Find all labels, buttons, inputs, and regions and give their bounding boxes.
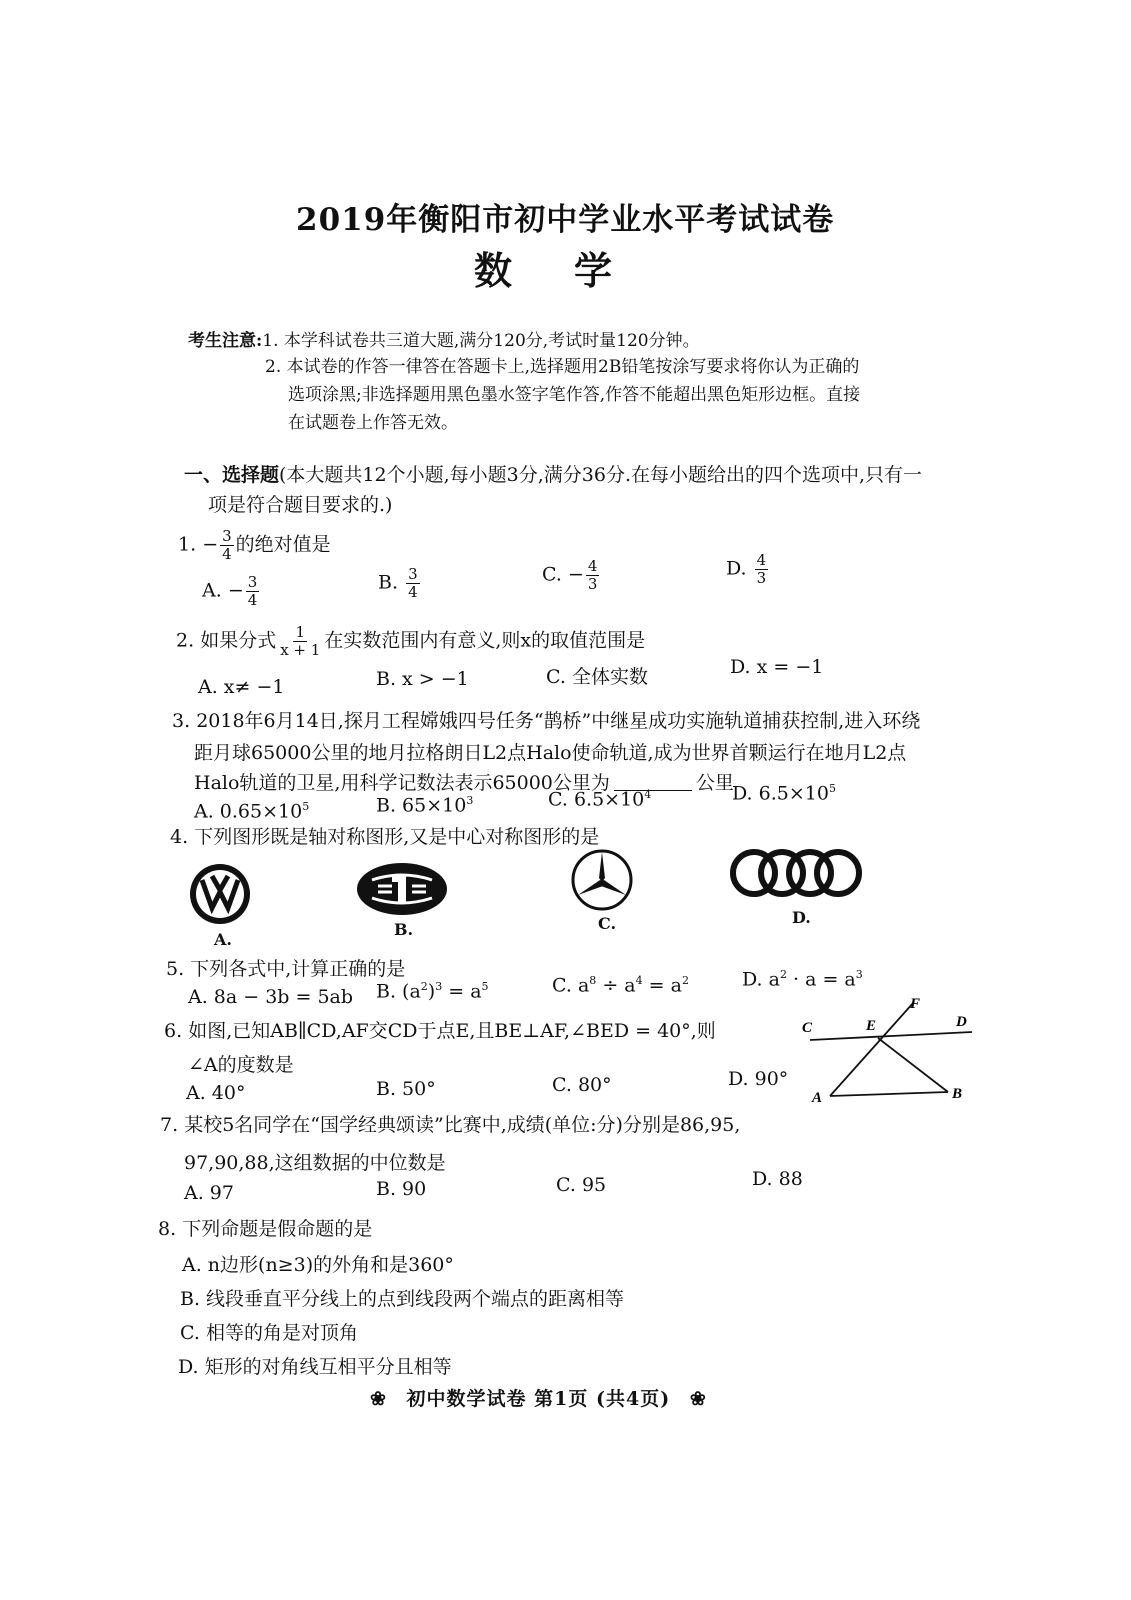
point-d-label: D: [956, 1014, 967, 1030]
notice-block: [188, 326, 700, 351]
audi-rings-logo-icon: [728, 846, 864, 900]
q7-option-c: C. 95: [556, 1174, 607, 1196]
point-e-label: E: [866, 1018, 877, 1034]
q5-option-c: C. $a^8 \div a^4 = a^2$: [552, 974, 689, 997]
q1-number: 1.: [178, 533, 197, 556]
notice-item-2c: 在试题卷上作答无效。: [288, 413, 458, 433]
geometry-figure: [800, 994, 980, 1104]
q7-line-1: 7. 某校5名同学在“国学经典颂读”比赛中,成绩(单位:分)分别是86,95,: [160, 1114, 741, 1136]
footer-ornament-left-icon: ❀: [370, 1388, 387, 1410]
q3-option-d: D. $6.5\times 10^5$: [732, 782, 836, 805]
section-heading: [184, 460, 922, 487]
q1-option-d: D. $\frac{4}{3}$: [726, 551, 767, 587]
q4-label-b: B.: [394, 920, 414, 939]
q4-label-d: D.: [792, 908, 811, 927]
notice-item-2a: 2. 本试卷的作答一律答在答题卡上,选择题用2B铅笔按涂写要求将你认为正确的: [265, 357, 860, 377]
exam-title: 2019年衡阳市初中学业水平考试试卷: [296, 202, 835, 238]
q1-text: 的绝对值是: [235, 533, 331, 556]
q1-fraction: $\frac{3}{4}$: [222, 527, 232, 563]
q5-option-d: D. $a^2 \cdot a = a^3$: [742, 968, 863, 991]
q6-option-d: D. 90°: [728, 1068, 789, 1090]
q2-option-a: A. x≠ −1: [198, 676, 285, 698]
faw-logo-icon: [356, 862, 448, 916]
footer-ornament-right-icon: ❀: [689, 1388, 707, 1410]
point-f-label: F: [910, 996, 921, 1012]
section-label: 一、选择题: [184, 464, 280, 486]
q7-option-a: A. 97: [184, 1182, 234, 1204]
q2-option-d: D. x = −1: [730, 656, 824, 678]
notice-item-2b: 选项涂黑;非选择题用黑色墨水签字笔作答,作答不能超出黑色矩形边框。直接: [288, 385, 861, 405]
q8-option-c: C. 相等的角是对顶角: [180, 1322, 358, 1344]
q8-option-a: A. n边形(n≥3)的外角和是360°: [182, 1254, 454, 1276]
q4-label-a: A.: [214, 930, 232, 949]
q6-line-2: ∠A的度数是: [188, 1054, 294, 1076]
q4-label-c: C.: [598, 914, 617, 933]
point-c-label: C: [802, 1020, 813, 1036]
q5-option-b: B. $(a^2)^3 = a^5$: [376, 980, 489, 1003]
q1-option-c: C. − $\frac{4}{3}$: [542, 557, 598, 593]
footer-text: 初中数学试卷 第1页 (共4页): [406, 1388, 671, 1410]
q3-option-b: B. $65\times 10^3$: [376, 794, 474, 817]
q1-option-a: A. − $\frac{3}{4}$: [202, 573, 258, 609]
q3-option-c: C. $6.5\times 10^4$: [548, 788, 652, 811]
q2-fraction: $\frac{1}{x + 1}$: [280, 623, 321, 659]
q3-line-2: 距月球65000公里的地月拉格朗日L2点Halo使命轨道,成为世界首颗运行在地月L2点: [194, 742, 907, 764]
q5-stem: 5. 下列各式中,计算正确的是: [166, 958, 406, 980]
q2-stem: 2. 如果分式 $\frac{1}{x + 1}$ 在实数范围内有意义,则x的取值范围是: [176, 623, 646, 659]
section-desc-b: 项是符合题目要求的.): [208, 494, 393, 516]
q8-option-d: D. 矩形的对角线互相平分且相等: [178, 1356, 452, 1378]
q3-line-3: Halo轨道的卫星,用科学记数法表示65000公里为 公里: [194, 772, 734, 794]
q8-stem: 8. 下列命题是假命题的是: [158, 1218, 373, 1240]
subject-title: 数学: [474, 248, 675, 293]
q5-option-a: A. 8a − 3b = 5ab: [188, 986, 354, 1008]
q8-option-b: B. 线段垂直平分线上的点到线段两个端点的距离相等: [180, 1288, 625, 1310]
mercedes-logo-icon: [570, 848, 634, 912]
q6-option-c: C. 80°: [552, 1074, 612, 1096]
q4-stem: 4. 下列图形既是轴对称图形,又是中心对称图形的是: [170, 826, 600, 848]
page-footer: [370, 1384, 707, 1411]
q3-option-a: A. $0.65\times 10^5$: [194, 800, 310, 823]
notice-label: 考生注意:: [188, 331, 263, 351]
q1-stem: [178, 528, 331, 563]
point-a-label: A: [812, 1090, 823, 1104]
q6-option-a: A. 40°: [186, 1082, 246, 1104]
point-b-label: B: [952, 1086, 963, 1102]
q3-line-1: 3. 2018年6月14日,探月工程嫦娥四号任务“鹊桥”中继星成功实施轨道捕获控制,进入环绕: [172, 710, 921, 732]
notice-item-1: 1. 本学科试卷共三道大题,满分120分,考试时量120分钟。: [262, 331, 700, 351]
q7-line-2: 97,90,88,这组数据的中位数是: [184, 1152, 446, 1174]
q1-neg: −: [202, 533, 219, 556]
q7-option-b: B. 90: [376, 1178, 427, 1200]
q1-option-b: B. $\frac{3}{4}$: [378, 565, 418, 601]
q7-option-d: D. 88: [752, 1168, 803, 1190]
q6-line-1: 6. 如图,已知AB∥CD,AF交CD于点E,且BE⊥AF,∠BED = 40°,则: [164, 1020, 716, 1042]
q6-option-b: B. 50°: [376, 1078, 436, 1100]
q2-option-c: C. 全体实数: [546, 666, 648, 688]
section-desc-a: (本大题共12个小题,每小题3分,满分36分.在每小题给出的四个选项中,只有一: [279, 464, 923, 486]
vw-logo-icon: [188, 862, 252, 926]
q2-option-b: B. x > −1: [376, 668, 469, 690]
